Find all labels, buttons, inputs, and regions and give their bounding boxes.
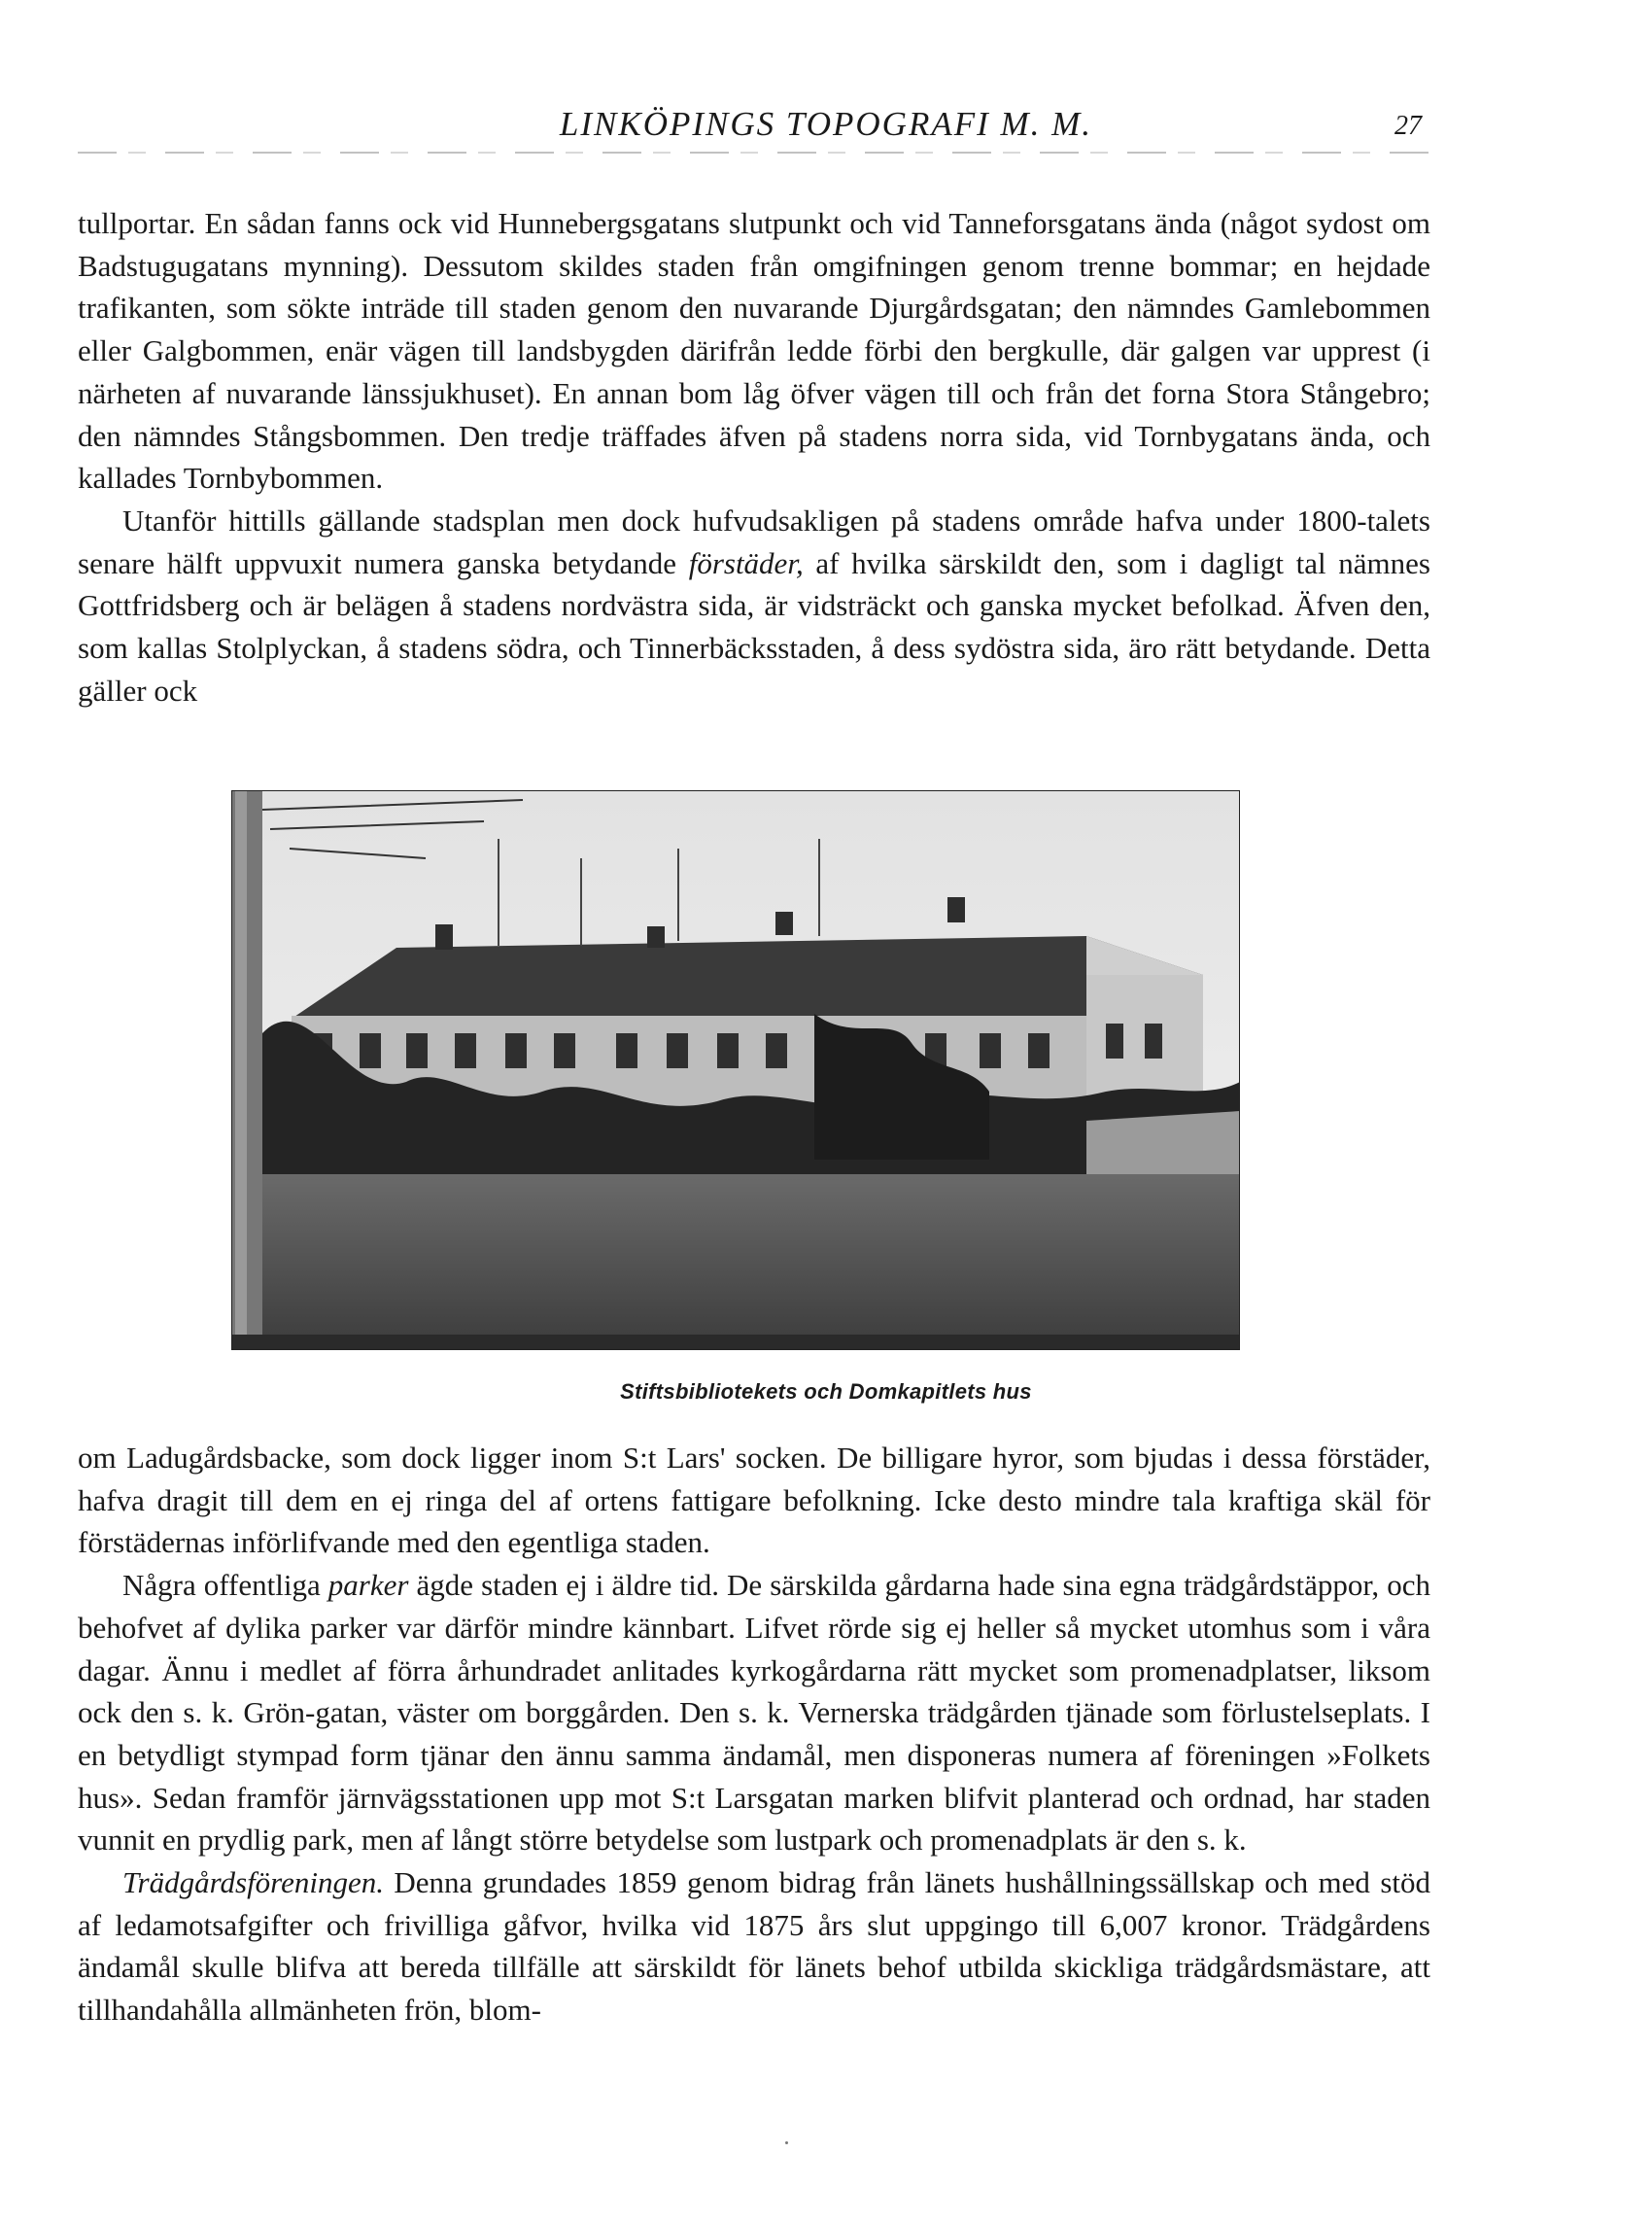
emphasis-forstader: förstäder, [688,545,804,580]
text-run: ägde staden ej i äldre tid. De särskilda gårdarna hade sina egna trädgårdstäppor, och behofvet af dylika parker var därför mindre kännbart. Lifvet rörde sig ej heller så mycket utomhus som i våra dagar. Ännu i medlet af förra århundradet anlitades kyrkogårdarna rätt mycket som promenadplatser, liksom ock den s. k. Grön-gatan, väster om borggården. Den s. k. Vernerska trädgården tjänade som förlustelseplats. I en betydligt stympad form tjänar den ännu samma ändamål, men disponeras numera af föreningen »Folkets hus». Sedan framför järnvägsstationen upp mot S:t Larsgatan marken blifvit planterad och ordnad, har staden vunnit en prydlig park, men af långt större betydelse som lustpark och promenadplats är den s. k. [78,1568,1430,1858]
text-run: Denna grundades 1859 genom bidrag från länets hushållningssällskap och med stöd af ledamotsafgifter och frivilliga gåfvor, hvilka vid 1875 års slut uppgingo till 6,007 kronor. Trädgårdens ändamål skulle blifva att bereda tillfälle att särskildt för länets behof utbilda skickliga trädgårdsmästare, att tillhandahålla allmänheten frön, blom- [78,1865,1430,2028]
building-photograph [231,790,1240,1350]
figure-photograph [231,790,1240,1350]
paragraph-tullportar: tullportar. En sådan fanns ock vid Hunnebergsgatans slutpunkt och vid Tanneforsgatans ända (något sydost om Badstugugatans mynning). Dessutom skildes staden från omgifningen genom trenne bommar; en hejdade trafikanten, som sökte inträde till staden genom den nuvarande Djurgårdsgatan; den nämndes Gamlebommen eller Galgbommen, enär vägen till landsbygden därifrån ledde förbi den bergkulle, där galgen var upprest (i närheten af nuvarande länssjukhuset). En annan bom låg öfver vägen till och från det forna Stora Stångebro; den nämndes Stångsbommen. Den tredje träffades äfven på stadens norra sida, vid Tornbygatans ända, och kallades Tornbybommen. [78,206,1430,496]
text-run: Några offentliga [122,1568,328,1603]
paragraph-ladugardsbacke: om Ladugårdsbacke, som dock ligger inom S:t Lars' socken. De billigare hyror, som bjudas i dessa förstäder, hafva dragit till dem en ej ringa del af ortens fattigare befolkning. Icke desto mindre tala kraftiga skäl för förstädernas införlifvande med den egentliga staden. [78,1441,1430,1560]
text-run: Utanför hittills gällande stadsplan men dock hufvudsakligen på stadens område hafva under 1800-talets senare hälft uppvuxit numera ganska betydande [78,503,1430,580]
emphasis-tradgardsforeningen: Trädgårdsföreningen. [122,1865,384,1900]
body-text-top [78,202,1430,712]
paragraph-parker [78,1564,1430,1861]
text-run: af hvilka särskildt den, som i dagligt tal nämnes Gottfridsberg och är belägen å stadens nordvästra sida, är vidsträckt och ganska mycket befolkad. Äfven den, som kallas Stolplyckan, å stadens södra, och Tinnerbäcksstaden, å dess sydöstra sida, äro rätt betydande. Detta gäller ock [78,545,1430,708]
body-text-bottom [78,1437,1430,2032]
running-title: LINKÖPINGS TOPOGRAFI M. M. [559,105,1093,143]
page-header [0,97,1652,146]
paragraph-forstader [78,500,1430,712]
page-speck [785,2141,788,2144]
figure-caption: Stiftsbibliotekets och Domkapitlets hus [620,1379,1032,1404]
paragraph-tradgardsforeningen [78,1861,1430,2032]
page-number: 27 [1394,111,1422,141]
header-rule [78,152,1428,154]
emphasis-parker: parker [327,1568,409,1603]
